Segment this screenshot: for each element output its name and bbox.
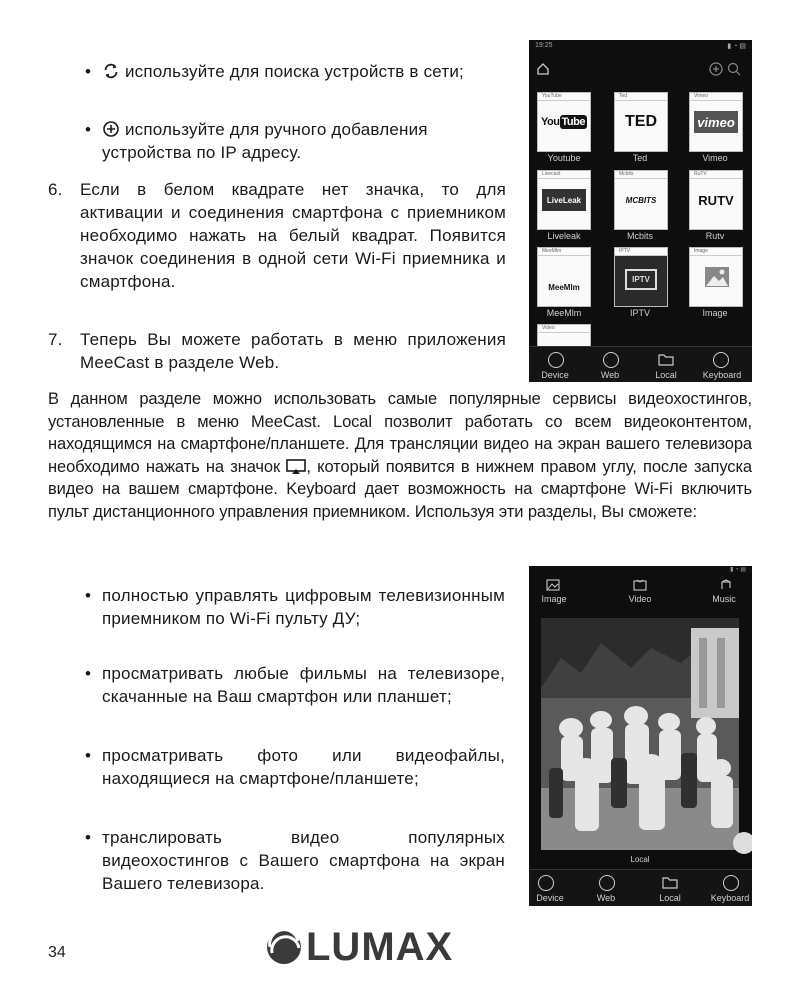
search-icon[interactable] [727, 62, 741, 76]
tile-label: IPTV [629, 308, 650, 318]
cast-icon [286, 459, 306, 475]
status-icons: ▮ ◔ ▤ [727, 43, 746, 50]
bullet-item [85, 60, 505, 83]
keyboard-icon[interactable] [713, 352, 729, 368]
tile-label: MeeMlm [546, 308, 582, 318]
service-tile-ted[interactable] [614, 92, 668, 152]
bullet-text: просматривать фото или видеофайлы, находящиеся на смартфоне/планшете; [102, 746, 505, 788]
bullet-dot: • [85, 586, 92, 605]
paragraph-text-1: В данном разделе можно использовать самые популярные сервисы видеохостингов, установленные в меню MeeCast. Local позволит работать со всем видеоконтентом, находящимся на смартфоне/планшете. Для трансляции видео на экран вашего телевизора необходимо нажать на значок [48, 390, 752, 476]
image-icon [704, 266, 730, 288]
brand-wordmark: LUMAX [306, 925, 454, 969]
bullet-dot: • [85, 664, 92, 683]
service-tile-iptv[interactable] [614, 247, 668, 307]
tile-caption: MeeMlm [538, 248, 590, 256]
status-bar [529, 40, 752, 52]
bullet-item [85, 584, 505, 630]
mcbits-logo: MCBITS [625, 195, 657, 205]
bullet-text: просматривать любые фильмы на телевизоре, скачанные на Ваш смартфон или планшет; [102, 664, 505, 706]
tile-caption: Ted [615, 93, 667, 101]
step-item [48, 178, 506, 293]
bullet-text: транслировать видео популярных видеохостингов с Вашего смартфона на экран Вашего телевизора. [102, 828, 505, 893]
tile-label: Liveleak [547, 231, 581, 241]
brand-logo [262, 926, 542, 968]
page-number: 34 [48, 944, 66, 961]
tile-label: Vimeo [702, 153, 728, 163]
bullet-item [85, 662, 505, 708]
nav-keyboard[interactable]: Keyboard [702, 370, 742, 380]
bullet-dot: • [85, 746, 92, 765]
service-tile-youtube[interactable] [537, 92, 591, 152]
tile-label: Mcbits [626, 231, 653, 241]
youtube-logo: You Tube [541, 116, 585, 128]
nav-device[interactable]: Device [536, 893, 564, 903]
tile-label: Image [702, 308, 728, 318]
keyboard-icon[interactable] [723, 875, 739, 891]
step-item [48, 328, 506, 374]
bullet-item [85, 118, 505, 164]
nav-device[interactable]: Device [541, 370, 569, 380]
web-icon[interactable] [603, 352, 619, 368]
tile-label: Youtube [547, 153, 581, 163]
add-circle-icon [102, 120, 120, 138]
status-bar: ▮ ◔ ▤ [730, 567, 746, 573]
refresh-icon [102, 62, 120, 80]
liveleak-logo: LiveLeak [542, 189, 586, 211]
add-device-icon[interactable] [709, 62, 723, 76]
image-tab-icon[interactable] [546, 579, 560, 591]
service-tile-meemlm[interactable] [537, 247, 591, 307]
section-paragraph [48, 388, 752, 523]
photo-preview[interactable] [541, 618, 739, 850]
bullet-text: полностью управлять цифровым телевизионным приемником по Wi-Fi пульту ДУ; [102, 586, 505, 628]
phone-web-screenshot [529, 40, 752, 382]
ted-logo: TED [625, 113, 657, 130]
tile-caption: YouTube [538, 93, 590, 101]
tile-caption: IPTV [615, 248, 667, 256]
tv-icon: IPTV [619, 264, 663, 294]
service-tile-image[interactable] [689, 247, 743, 307]
service-tile-vimeo[interactable] [689, 92, 743, 152]
nav-local[interactable]: Local [659, 893, 681, 903]
bullet-dot: • [85, 62, 92, 81]
service-tile-mcbits[interactable] [614, 170, 668, 230]
web-icon[interactable] [599, 875, 615, 891]
meemlm-logo: MeeMlm [548, 282, 580, 292]
tile-label: Ted [632, 153, 648, 163]
bullet-text: используйте для поиска устройств в сети; [124, 62, 464, 81]
bullet-dot: • [85, 120, 92, 139]
tile-label: Rutv [705, 231, 725, 241]
rutv-logo: RUTV [698, 192, 734, 208]
bullet-item [85, 744, 505, 790]
step-number: 6. [48, 180, 63, 199]
step-number: 7. [48, 330, 63, 349]
tile-caption: Video [538, 325, 590, 333]
status-time: 19:25 [535, 42, 553, 49]
device-icon[interactable] [548, 352, 564, 368]
cast-button[interactable] [733, 832, 752, 854]
nav-web[interactable]: Web [596, 893, 616, 903]
folder-icon[interactable] [658, 353, 674, 366]
bullet-text: используйте для ручного добавления устройства по IP адресу. [102, 120, 428, 162]
folder-icon[interactable] [662, 876, 678, 889]
service-tile-rutv[interactable] [689, 170, 743, 230]
device-icon[interactable] [538, 875, 554, 891]
video-tab-icon[interactable] [633, 579, 647, 591]
home-icon[interactable] [536, 62, 550, 76]
bottom-nav [529, 346, 752, 382]
step-text: Если в белом квадрате нет значка, то для активации и соединения смартфона с приемником необходимо нажать на белый квадрат. Появится значок соединения в одной сети Wi-Fi приемника и смартфона. [80, 180, 506, 291]
service-tile-liveleak[interactable] [537, 170, 591, 230]
paragraph-text-2: , который появится в нижнем правом углу, после запуска видео на вашем смартфоне. Keyboard дает возможность на смартфоне Wi-Fi включить пульт дистанционного управления приемником. Используя эти разделы, Вы сможете: [48, 457, 753, 521]
nav-local[interactable]: Local [655, 370, 677, 380]
music-tab-icon[interactable] [719, 579, 733, 591]
tab-music[interactable]: Music [712, 594, 736, 604]
tile-caption: Livecast [538, 171, 590, 179]
tab-image[interactable]: Image [541, 594, 567, 604]
tile-caption: Image [690, 248, 742, 256]
step-text: Теперь Вы можете работать в меню приложения MeeCast в разделе Web. [80, 330, 506, 372]
tile-caption: Mcbits [615, 171, 667, 179]
nav-web[interactable]: Web [600, 370, 620, 380]
tab-video[interactable]: Video [628, 594, 652, 604]
service-tile-video[interactable] [537, 324, 591, 348]
bullet-item [85, 826, 505, 895]
bottom-nav [529, 869, 752, 906]
lumax-swoosh-icon [262, 928, 308, 966]
tile-caption: RuTV [690, 171, 742, 179]
nav-keyboard[interactable]: Keyboard [710, 893, 750, 903]
vimeo-logo: vimeo [694, 111, 738, 133]
photo-caption: Local [630, 855, 650, 864]
bullet-dot: • [85, 828, 92, 847]
tile-caption: Vimeo [690, 93, 742, 101]
phone-local-screenshot [529, 566, 752, 906]
